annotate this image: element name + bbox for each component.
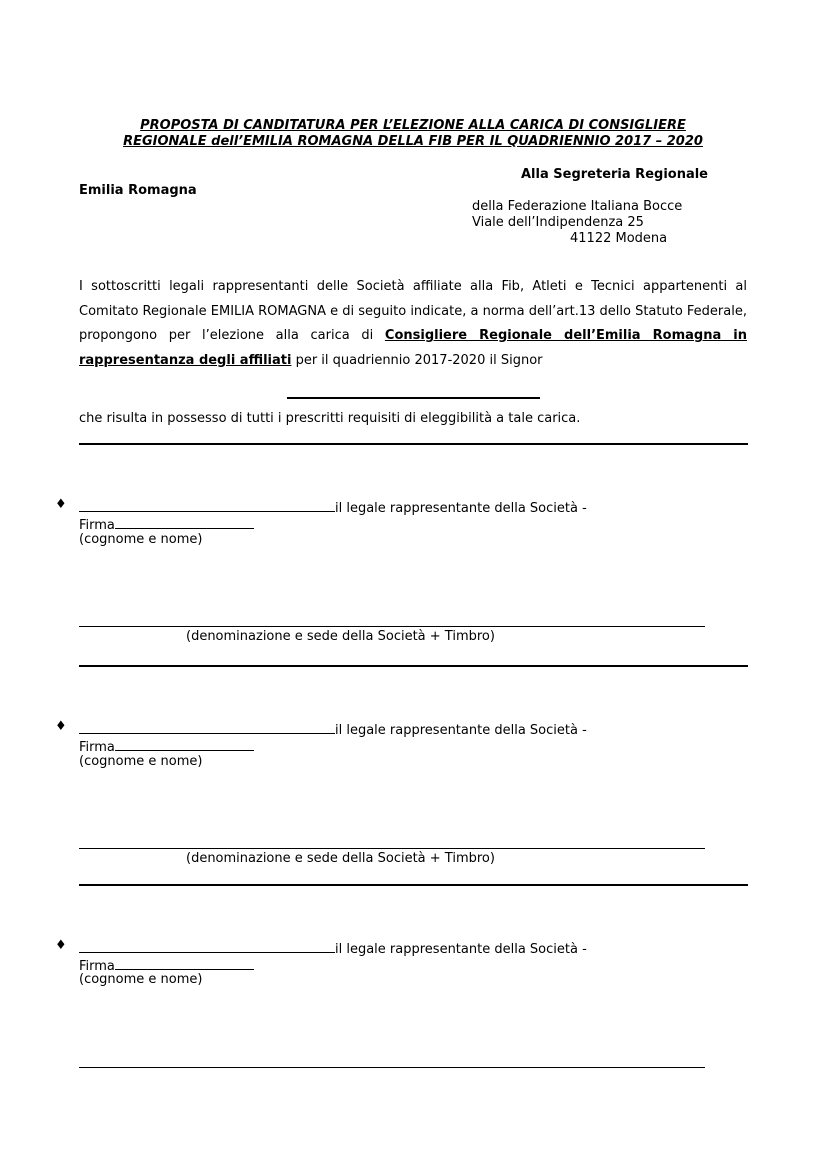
signature-field[interactable] [115, 516, 254, 529]
address-city: 41122 Modena [570, 231, 668, 246]
signature-row-2 [79, 738, 254, 755]
diamond-bullet-icon: ♦ [55, 719, 67, 734]
diamond-bullet-icon: ♦ [55, 938, 67, 953]
legal-rep-label: il legale rappresentante della Società - [335, 501, 587, 516]
legal-rep-label: il legale rappresentante della Società - [335, 723, 587, 738]
firma-label: Firma [79, 959, 115, 974]
diamond-bullet-icon: ♦ [55, 497, 67, 512]
proposal-text-end: per il quadriennio 2017-2020 il Signor [291, 352, 543, 368]
section-divider [79, 443, 748, 445]
signature-field[interactable] [115, 957, 254, 970]
section-divider [79, 665, 748, 667]
document-title-line-2: REGIONALE dell’EMILIA ROMAGNA DELLA FIB PER IL QUADRIENNIO 2017 – 2020 [123, 134, 703, 149]
society-hint: (denominazione e sede della Società + Timbro) [186, 851, 495, 866]
proposal-text-role: Consigliere Regionale dell’Emilia Romagna in rappresentanza degli affiliati [79, 328, 748, 368]
society-field[interactable] [79, 1067, 705, 1068]
signatory-row-2 [79, 721, 587, 738]
address-region: Emilia Romagna [79, 183, 197, 198]
society-field[interactable] [79, 848, 705, 849]
firma-label: Firma [79, 740, 115, 755]
name-hint: (cognome e nome) [79, 972, 203, 987]
signature-field[interactable] [115, 738, 254, 751]
legal-rep-name-field[interactable] [79, 940, 335, 953]
address-street: Viale dell’Indipendenza 25 [472, 215, 644, 230]
legal-rep-name-field[interactable] [79, 499, 335, 512]
document-title-line-1: PROPOSTA DI CANDITATURA PER L’ELEZIONE ALLA CARICA DI CONSIGLIERE [140, 118, 686, 133]
firma-label: Firma [79, 518, 115, 533]
signature-row-1 [79, 516, 254, 533]
legal-rep-label: il legale rappresentante della Società - [335, 942, 587, 957]
proposal-text-intro: I sottoscritti legali rappresentanti delle Società affiliate alla Fib, Atleti e Tecnici appartenenti al Comitato Regionale EMILIA ROMAGNA e di seguito indicate, a norma dell’art.13 dello Statuto Federale, propongono per l’elezione alla carica di [79, 279, 747, 343]
candidate-name-line[interactable] [287, 397, 540, 399]
name-hint: (cognome e nome) [79, 532, 203, 547]
address-federation: della Federazione Italiana Bocce [472, 199, 683, 214]
section-divider [79, 884, 748, 886]
eligibility-statement: che risulta in possesso di tutti i prescritti requisiti di eleggibilità a tale carica. [79, 411, 581, 426]
address-recipient: Alla Segreteria Regionale [521, 167, 709, 182]
society-hint: (denominazione e sede della Società + Timbro) [186, 629, 495, 644]
society-field[interactable] [79, 626, 705, 627]
name-hint: (cognome e nome) [79, 754, 203, 769]
proposal-paragraph [79, 275, 747, 373]
legal-rep-name-field[interactable] [79, 721, 335, 734]
signatory-row-3 [79, 940, 587, 957]
signatory-row-1 [79, 499, 587, 516]
